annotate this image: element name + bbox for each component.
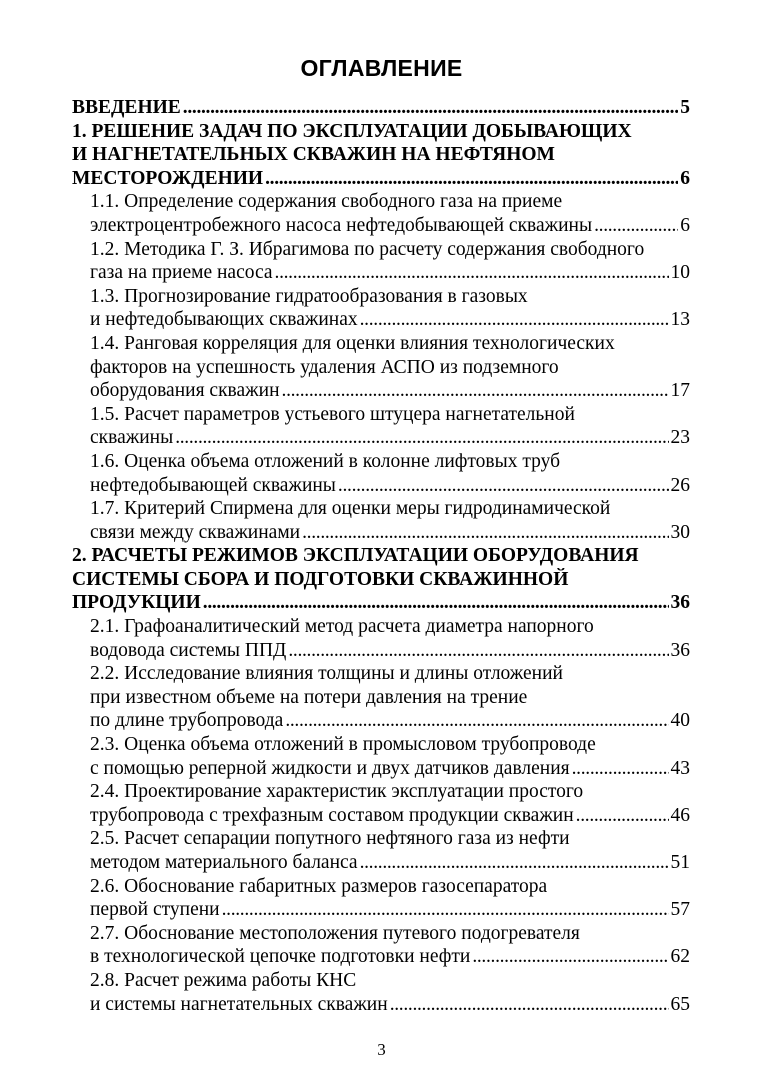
table-of-contents: [72, 96, 690, 1016]
toc-section-entry[interactable]: [90, 827, 690, 874]
toc-entry-last-line: [72, 96, 690, 120]
toc-section-entry[interactable]: [90, 190, 690, 237]
toc-entry-last-line: [90, 639, 690, 663]
toc-section-entry[interactable]: [90, 662, 690, 733]
toc-section-entry[interactable]: [90, 403, 690, 450]
toc-section-entry[interactable]: [90, 875, 690, 922]
toc-entry-text: трубопровода с трехфазным составом продукции скважин: [90, 804, 574, 826]
toc-entry-text: 1.7. Критерий Спирмена для оценки меры гидродинамической: [90, 498, 611, 520]
toc-entry-last-line: [90, 214, 690, 238]
dot-leader: [360, 851, 669, 875]
toc-entry-last-line: [90, 993, 690, 1017]
dot-leader: [572, 757, 669, 781]
toc-entry-text: и системы нагнетательных скважин: [90, 993, 388, 1015]
toc-page-number: 17: [670, 380, 690, 402]
toc-entry-text: 2.3. Оценка объема отложений в промысловом трубопроводе: [90, 734, 596, 756]
dot-leader: [282, 379, 669, 403]
toc-entry-text: 2. РАСЧЕТЫ РЕЖИМОВ ЭКСПЛУАТАЦИИ ОБОРУДОВАНИЯ: [72, 545, 639, 567]
dot-leader: [285, 709, 668, 733]
toc-page-number: 40: [670, 710, 690, 732]
toc-entry-text: при известном объеме на потери давления на трение: [90, 686, 528, 708]
dot-leader: [472, 945, 668, 969]
toc-page-number: 6: [680, 214, 690, 236]
toc-page-number: 5: [680, 97, 690, 118]
toc-page-number: 62: [670, 946, 690, 968]
dot-leader: [275, 261, 669, 285]
toc-chapter-entry[interactable]: [72, 96, 690, 120]
toc-entry-text: 2.4. Проектирование характеристик эксплуатации простого: [90, 781, 584, 803]
toc-entry-text: 1.1. Определение содержания свободного газа на приеме: [90, 191, 563, 213]
toc-entry-last-line: [90, 945, 690, 969]
toc-entry-text: 1.6. Оценка объема отложений в колонне лифтовых труб: [90, 450, 561, 472]
toc-entry-text: ПРОДУКЦИИ: [72, 592, 201, 614]
toc-page-number: 6: [680, 167, 690, 189]
toc-entry-text: скважины: [90, 427, 174, 449]
toc-entry-text: 2.5. Расчет сепарации попутного нефтяного газа из нефти: [90, 828, 570, 850]
toc-entry-text: газа на приеме насоса: [90, 262, 273, 284]
toc-entry-text: ВВЕДЕНИЕ: [72, 97, 181, 118]
dot-leader: [360, 308, 669, 332]
toc-section-entry[interactable]: [90, 733, 690, 780]
dot-leader: [390, 993, 669, 1017]
dot-leader: [594, 214, 678, 238]
toc-entry-text: водовода системы ППД: [90, 639, 287, 661]
toc-entry-last-line: [90, 261, 690, 285]
toc-section-entry[interactable]: [90, 238, 690, 285]
toc-page-number: 46: [670, 804, 690, 826]
toc-page-number: 57: [670, 899, 690, 921]
toc-page-number: 36: [670, 639, 690, 661]
toc-entry-last-line: [90, 757, 690, 781]
dot-leader: [222, 898, 669, 922]
toc-section-entry[interactable]: [90, 285, 690, 332]
dot-leader: [576, 804, 669, 828]
toc-section-entry[interactable]: [90, 969, 690, 1016]
toc-page-number: 10: [670, 262, 690, 284]
toc-entry-last-line: [90, 426, 690, 450]
toc-chapter-entry[interactable]: [72, 120, 690, 191]
toc-entry-last-line: [90, 379, 690, 403]
dot-leader: [203, 591, 669, 615]
toc-entry-text: факторов на успешность удаления АСПО из подземного: [90, 356, 559, 378]
toc-section-entry[interactable]: [90, 922, 690, 969]
toc-entry-last-line: [90, 308, 690, 332]
toc-entry-text: в технологической цепочке подготовки нефти: [90, 946, 471, 968]
toc-page-number: 13: [670, 309, 690, 331]
toc-page-number: 30: [670, 521, 690, 543]
toc-entry-text: электроцентробежного насоса нефтедобывающей скважины: [90, 214, 593, 236]
toc-chapter-entry[interactable]: [72, 544, 690, 615]
toc-entry-last-line: [90, 521, 690, 545]
toc-entry-text: 2.8. Расчет режима работы КНС: [90, 969, 357, 991]
toc-entry-text: 1.5. Расчет параметров устьевого штуцера нагнетательной: [90, 403, 575, 425]
toc-entry-last-line: [90, 709, 690, 733]
toc-entry-last-line: [72, 167, 690, 191]
toc-entry-text: методом материального баланса: [90, 852, 358, 873]
toc-entry-text: и нефтедобывающих скважинах: [90, 309, 358, 331]
dot-leader: [175, 426, 668, 450]
toc-page-number: 36: [670, 592, 690, 614]
dot-leader: [302, 521, 668, 545]
toc-entry-text: 2.6. Обоснование габаритных размеров газосепаратора: [90, 875, 548, 897]
toc-entry-text: оборудования скважин: [90, 380, 280, 402]
dot-leader: [288, 639, 668, 663]
toc-entry-text: первой ступени: [90, 899, 220, 921]
toc-entry-text: 2.2. Исследование влияния толщины и длины отложений: [90, 663, 563, 685]
toc-entry-text: по длине трубопровода: [90, 710, 284, 732]
toc-entry-text: с помощью реперной жидкости и двух датчиков давления: [90, 757, 570, 779]
toc-entry-text: 2.7. Обоснование местоположения путевого подогревателя: [90, 922, 580, 944]
page-number: 3: [377, 1040, 386, 1059]
toc-entry-text: 1.4. Ранговая корреляция для оценки влияния технологических: [90, 332, 615, 354]
toc-entry-text: МЕСТОРОЖДЕНИИ: [72, 167, 264, 189]
dot-leader: [265, 167, 678, 191]
toc-entry-last-line: [90, 898, 690, 922]
toc-section-entry[interactable]: [90, 780, 690, 827]
page-title: ОГЛАВЛЕНИЕ: [300, 55, 463, 81]
toc-entry-text: 1. РЕШЕНИЕ ЗАДАЧ ПО ЭКСПЛУАТАЦИИ ДОБЫВАЮЩИХ: [72, 120, 632, 142]
dot-leader: [183, 96, 678, 120]
toc-entry-last-line: [90, 804, 690, 828]
dot-leader: [338, 474, 669, 498]
toc-entry-text: 2.1. Графоаналитический метод расчета диаметра напорного: [90, 616, 594, 638]
toc-page-number: 65: [670, 993, 690, 1015]
toc-page-number: 43: [670, 757, 690, 779]
toc-section-entry[interactable]: [90, 332, 690, 403]
toc-section-entry[interactable]: [90, 497, 690, 544]
toc-entry-last-line: [90, 851, 690, 875]
toc-entry-last-line: [90, 474, 690, 498]
toc-entry-text: связи между скважинами: [90, 521, 301, 543]
toc-page-number: 23: [670, 427, 690, 449]
toc-page-number: 26: [670, 474, 690, 496]
toc-entry-text: 1.2. Методика Г. З. Ибрагимова по расчету содержания свободного: [90, 238, 645, 260]
toc-section-entry[interactable]: [90, 615, 690, 662]
toc-entry-text: 1.3. Прогнозирование гидратообразования в газовых: [90, 285, 528, 307]
toc-entry-text: СИСТЕМЫ СБОРА И ПОДГОТОВКИ СКВАЖИННОЙ: [72, 568, 569, 590]
toc-entry-text: И НАГНЕТАТЕЛЬНЫХ СКВАЖИН НА НЕФТЯНОМ: [72, 144, 555, 166]
toc-entry-last-line: [72, 591, 690, 615]
toc-page-number: 51: [670, 852, 690, 873]
toc-entry-text: нефтедобывающей скважины: [90, 474, 336, 496]
toc-section-entry[interactable]: [90, 450, 690, 497]
